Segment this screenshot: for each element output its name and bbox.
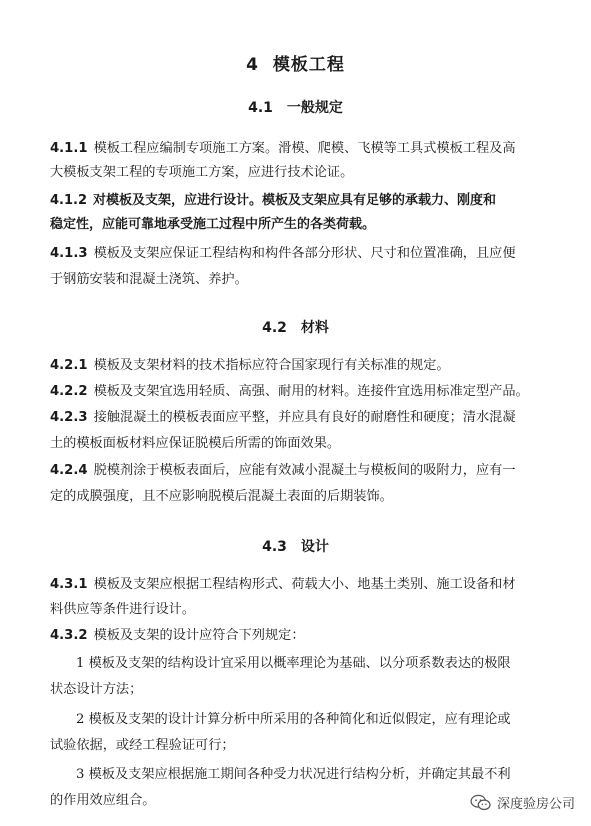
clause-4-1-3: 4.1.3 模板及支架应保证工程结构和构件各部分形状、尺寸和位置准确，且应便 [50, 246, 516, 261]
clause-4-1-1: 4.1.1 模板工程应编制专项施工方案。滑模、爬模、飞模等工具式模板工程及高 [50, 141, 516, 156]
clause-4-2-3-cont: 土的模板面板材料应保证脱模后所需的饰面效果。 [50, 436, 341, 451]
chapter-number: 4 [246, 55, 259, 75]
item-2-cont: 试验依据，或经工程验证可行； [50, 738, 235, 753]
watermark [470, 793, 575, 812]
clause-4-3-2: 4.3.2 模板及支架的设计应符合下列规定： [50, 628, 305, 643]
clause-4-2-1: 4.2.1 模板及支架材料的技术指标应符合国家现行有关标准的规定。 [50, 358, 450, 373]
clause-4-2-4: 4.2.4 脱模剂涂于模板表面后，应能有效减小混凝土与模板间的吸附力，应有一 [50, 463, 516, 478]
item-1: 1 模板及支架的结构设计宜采用以概率理论为基础、以分项系数表达的极限 [76, 656, 511, 671]
item-3: 3 模板及支架应根据施工期间各种受力状况进行结构分析，并确定其最不利 [76, 767, 511, 782]
section-title-4-2: 4.2 材料 [262, 320, 329, 336]
section-title-4-3: 4.3 设计 [262, 539, 329, 555]
wechat-icon [470, 794, 492, 812]
chapter-name: 模板工程 [272, 55, 345, 75]
clause-4-3-1-cont: 料供应等条件进行设计。 [50, 602, 196, 617]
clause-4-1-1-cont: 大模板支架工程的专项施工方案，应进行技术论证。 [50, 165, 354, 180]
item-3-cont: 的作用效应组合。 [50, 793, 156, 808]
item-2: 2 模板及支架的设计计算分析中所采用的各种简化和近似假定，应有理论或 [76, 712, 511, 727]
clause-4-2-4-cont: 定的成膜强度，且不应影响脱模后混凝土表面的后期装饰。 [50, 489, 393, 504]
item-1-cont: 状态设计方法； [50, 682, 143, 697]
section-title-4-1: 4.1 一般规定 [248, 100, 343, 116]
clause-4-2-3: 4.2.3 接触混凝土的模板表面应平整，并应具有良好的耐磨性和硬度；清水混凝 [50, 410, 516, 425]
clause-4-1-3-cont: 于钢筋安装和混凝土浇筑、养护。 [50, 272, 248, 287]
clause-4-1-2: 4.1.2 对模板及支架，应进行设计。模板及支架应具有足够的承载力、刚度和 [50, 193, 497, 208]
chapter-title [0, 50, 591, 75]
clause-4-2-2: 4.2.2 模板及支架宜选用轻质、高强、耐用的材料。连接件宜选用标准定型产品。 [50, 384, 529, 399]
watermark-text: 深度验房公司 [496, 797, 575, 812]
clause-4-1-2-cont: 稳定性，应能可靠地承受施工过程中所产生的各类荷载。 [50, 217, 376, 232]
clause-4-3-1: 4.3.1 模板及支架应根据工程结构形式、荷载大小、地基土类别、施工设备和材 [50, 577, 516, 592]
